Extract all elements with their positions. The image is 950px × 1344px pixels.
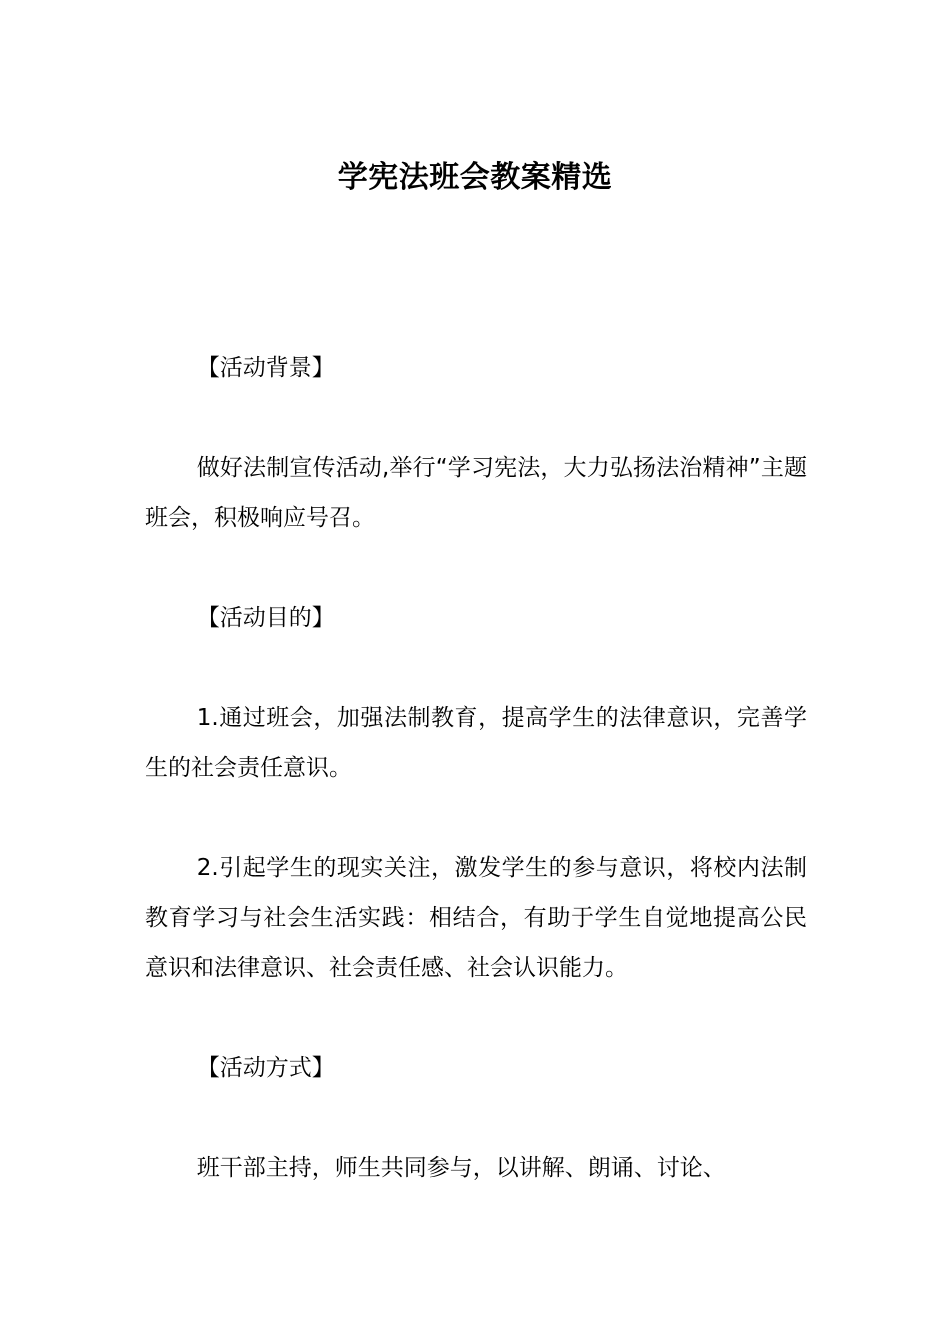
section-heading-purpose: 【活动目的】: [196, 605, 335, 631]
section-heading-method: 【活动方式】: [196, 1055, 335, 1081]
paragraph-purpose-1: 1.通过班会，加强法制教育，提高学生的法律意识，完善学生的社会责任意识。: [145, 705, 807, 781]
paragraph-method: 班干部主持，师生共同参与，以讲解、朗诵、讨论、: [196, 1155, 726, 1181]
section-heading-background: 【活动背景】: [196, 355, 335, 381]
paragraph-background: 做好法制宣传活动,举行“学习宪法，大力弘扬法治精神”主题班会，积极响应号召。: [145, 455, 807, 531]
paragraph-purpose-2: 2.引起学生的现实关注，激发学生的参与意识，将校内法制教育学习与社会生活实践：相结合，有助于学生自觉地提高公民意识和法律意识、社会责任感、社会认识能力。: [145, 855, 807, 981]
document-body: [145, 343, 807, 1193]
document-title: 学宪法班会教案精选: [337, 160, 613, 195]
